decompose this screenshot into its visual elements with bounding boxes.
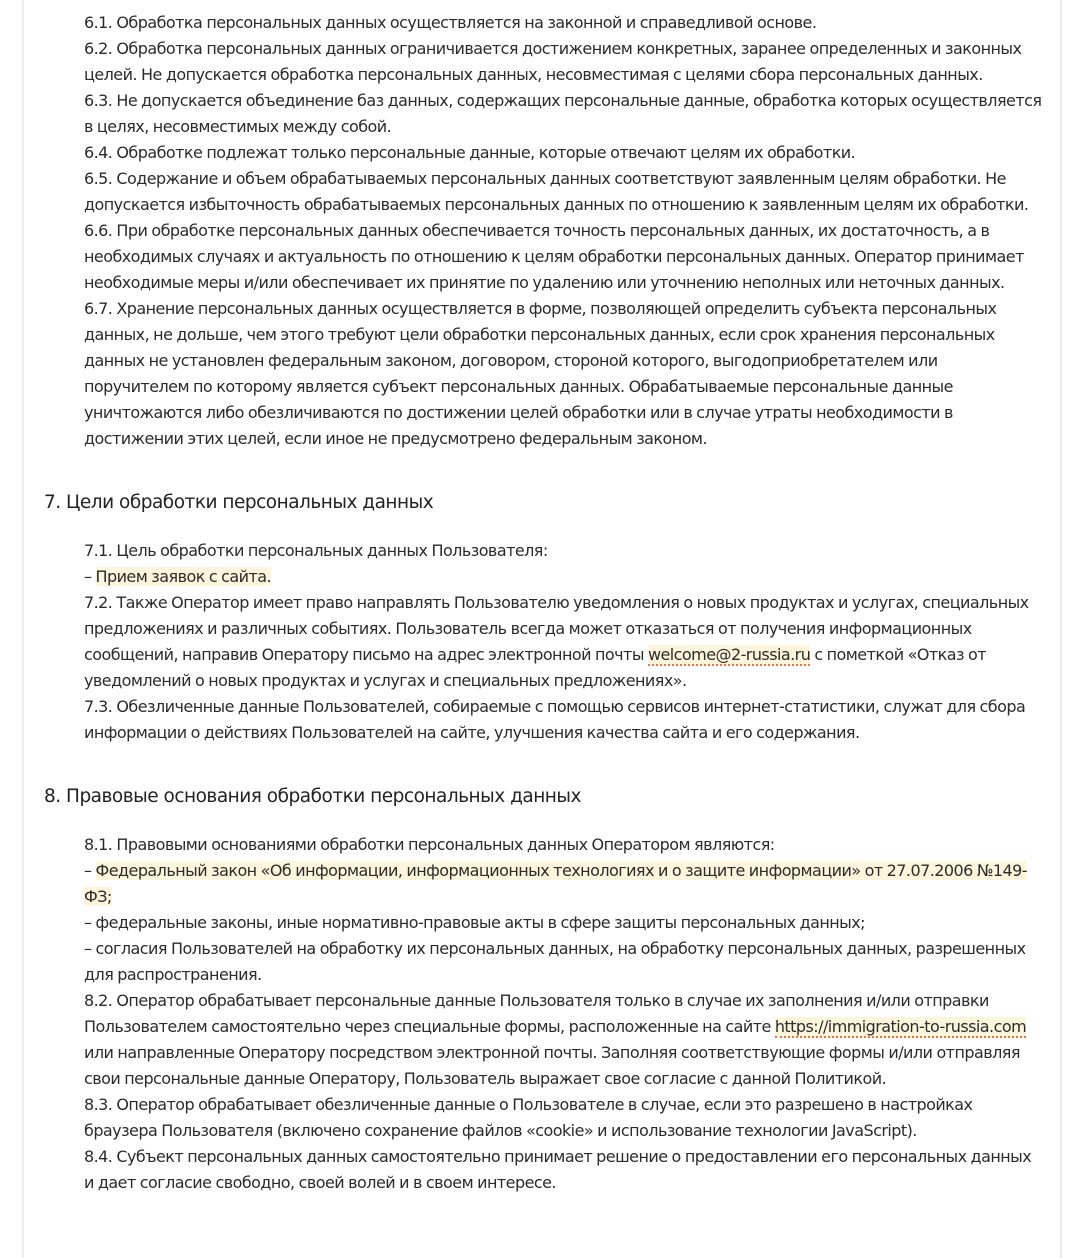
section-8-heading: 8. Правовые основания обработки персональных данных [44, 786, 581, 807]
clause-7-2-text-after: с пометкой «Отказ от уведомлений о новых продуктах и услугах и специальных предложениях». [84, 645, 987, 690]
email-link[interactable]: welcome@2-russia.ru [647, 645, 811, 664]
clause-6-3: 6.3. Не допускается объединение баз данных, содержащих персональные данные, обработка которых осуществляется в целях, несовместимых между собой. [84, 91, 1042, 136]
clause-8-3: 8.3. Оператор обрабатывает обезличенные данные о Пользователе в случае, если это разрешено в настройках браузера Пользователя (включено сохранение файлов «cookie» и использование технологии JavaScript). [84, 1095, 973, 1140]
section-8-body [84, 832, 1042, 1196]
purpose-item [84, 564, 1042, 590]
clause-8-2-text-after: или направленные Оператору посредством электронной почты. Заполняя соответствующие формы и/или отправляя свои персональные данные Оператору, Пользователь выражает свое согласие с данной Политикой. [84, 1043, 1020, 1088]
bullet-dash: – [84, 861, 96, 880]
clause-7-1: 7.1. Цель обработки персональных данных Пользователя: [84, 541, 548, 560]
clause-6-6: 6.6. При обработке персональных данных обеспечивается точность персональных данных, их достаточность, а в необходимых случаях и актуальность по отношению к целям обработки персональных данных. Оператор принимает необходимые меры и/или обеспечивает их принятие по удалению или уточнению неполных или неточных данных. [84, 221, 1024, 292]
clause-8-4: 8.4. Субъект персональных данных самостоятельно принимает решение о предоставлении его персональных данных и дает согласие свободно, своей волей и в своем интересе. [84, 1147, 1032, 1192]
clause-6-1: 6.1. Обработка персональных данных осуществляется на законной и справедливой основе. [84, 13, 817, 32]
bullet-dash: – [84, 567, 96, 586]
section-6-body [84, 10, 1042, 452]
clause-6-4: 6.4. Обработке подлежат только персональные данные, которые отвечают целям их обработки. [84, 143, 856, 162]
site-url-link[interactable]: https://immigration-to-russia.com [774, 1017, 1027, 1036]
legal-basis-law [84, 858, 1042, 910]
section-7-heading: 7. Цели обработки персональных данных [44, 492, 434, 513]
clause-7-2-text-before: 7.2. Также Оператор имеет право направлять Пользователю уведомления о новых продуктах и услугах, специальных предложениях и различных событиях. Пользователь всегда может отказаться от получения информационных сообщений, направив Оператору письмо на адрес электронной почты [84, 593, 1029, 664]
clause-8-1: 8.1. Правовыми основаниями обработки персональных данных Оператором являются: [84, 835, 775, 854]
clause-6-2: 6.2. Обработка персональных данных ограничивается достижением конкретных, заранее определенных и законных целей. Не допускается обработка персональных данных, несовместимая с целями сбора персональных данных. [84, 39, 1022, 84]
legal-basis-consent: – согласия Пользователей на обработку их персональных данных, на обработку персональных данных, разрешенных для распространения. [84, 939, 1026, 984]
clause-6-7: 6.7. Хранение персональных данных осуществляется в форме, позволяющей определить субъекта персональных данных, не дольше, чем этого требуют цели обработки персональных данных, если срок хранения персональных данных не установлен федеральным законом, договором, стороной которого, выгодоприобретателем или поручителем по которому является субъект персональных данных. Обрабатываемые персональные данные уничтожаются либо обезличиваются по достижении целей обработки или в случае утраты необходимости в достижении этих целей, если иное не предусмотрено федеральным законом. [84, 299, 997, 448]
clause-7-2 [84, 590, 1042, 694]
law-highlight: Федеральный закон «Об информации, информационных технологиях и о защите информации» от 27.07.2006 №149-ФЗ; [84, 861, 1028, 906]
purpose-highlight: Прием заявок с сайта. [95, 567, 272, 586]
clause-7-3: 7.3. Обезличенные данные Пользователей, собираемые с помощью сервисов интернет-статистики, служат для сбора информации о действиях Пользователей на сайте, улучшения качества сайта и его содержания. [84, 697, 1026, 742]
section-7-body [84, 538, 1042, 746]
clause-8-2-text-before: 8.2. Оператор обрабатывает персональные данные Пользователя только в случае их заполнения и/или отправки Пользователем самостоятельно через специальные формы, расположенные на сайте [84, 991, 989, 1036]
clause-8-2 [84, 988, 1042, 1092]
clause-6-5: 6.5. Содержание и объем обрабатываемых персональных данных соответствуют заявленным целям обработки. Не допускается избыточность обрабатываемых персональных данных по отношению к заявленным целям их обработки. [84, 169, 1029, 214]
legal-basis-federal-laws: – федеральные законы, иные нормативно-правовые акты в сфере защиты персональных данных; [84, 913, 865, 932]
document-page [22, 0, 1062, 1258]
